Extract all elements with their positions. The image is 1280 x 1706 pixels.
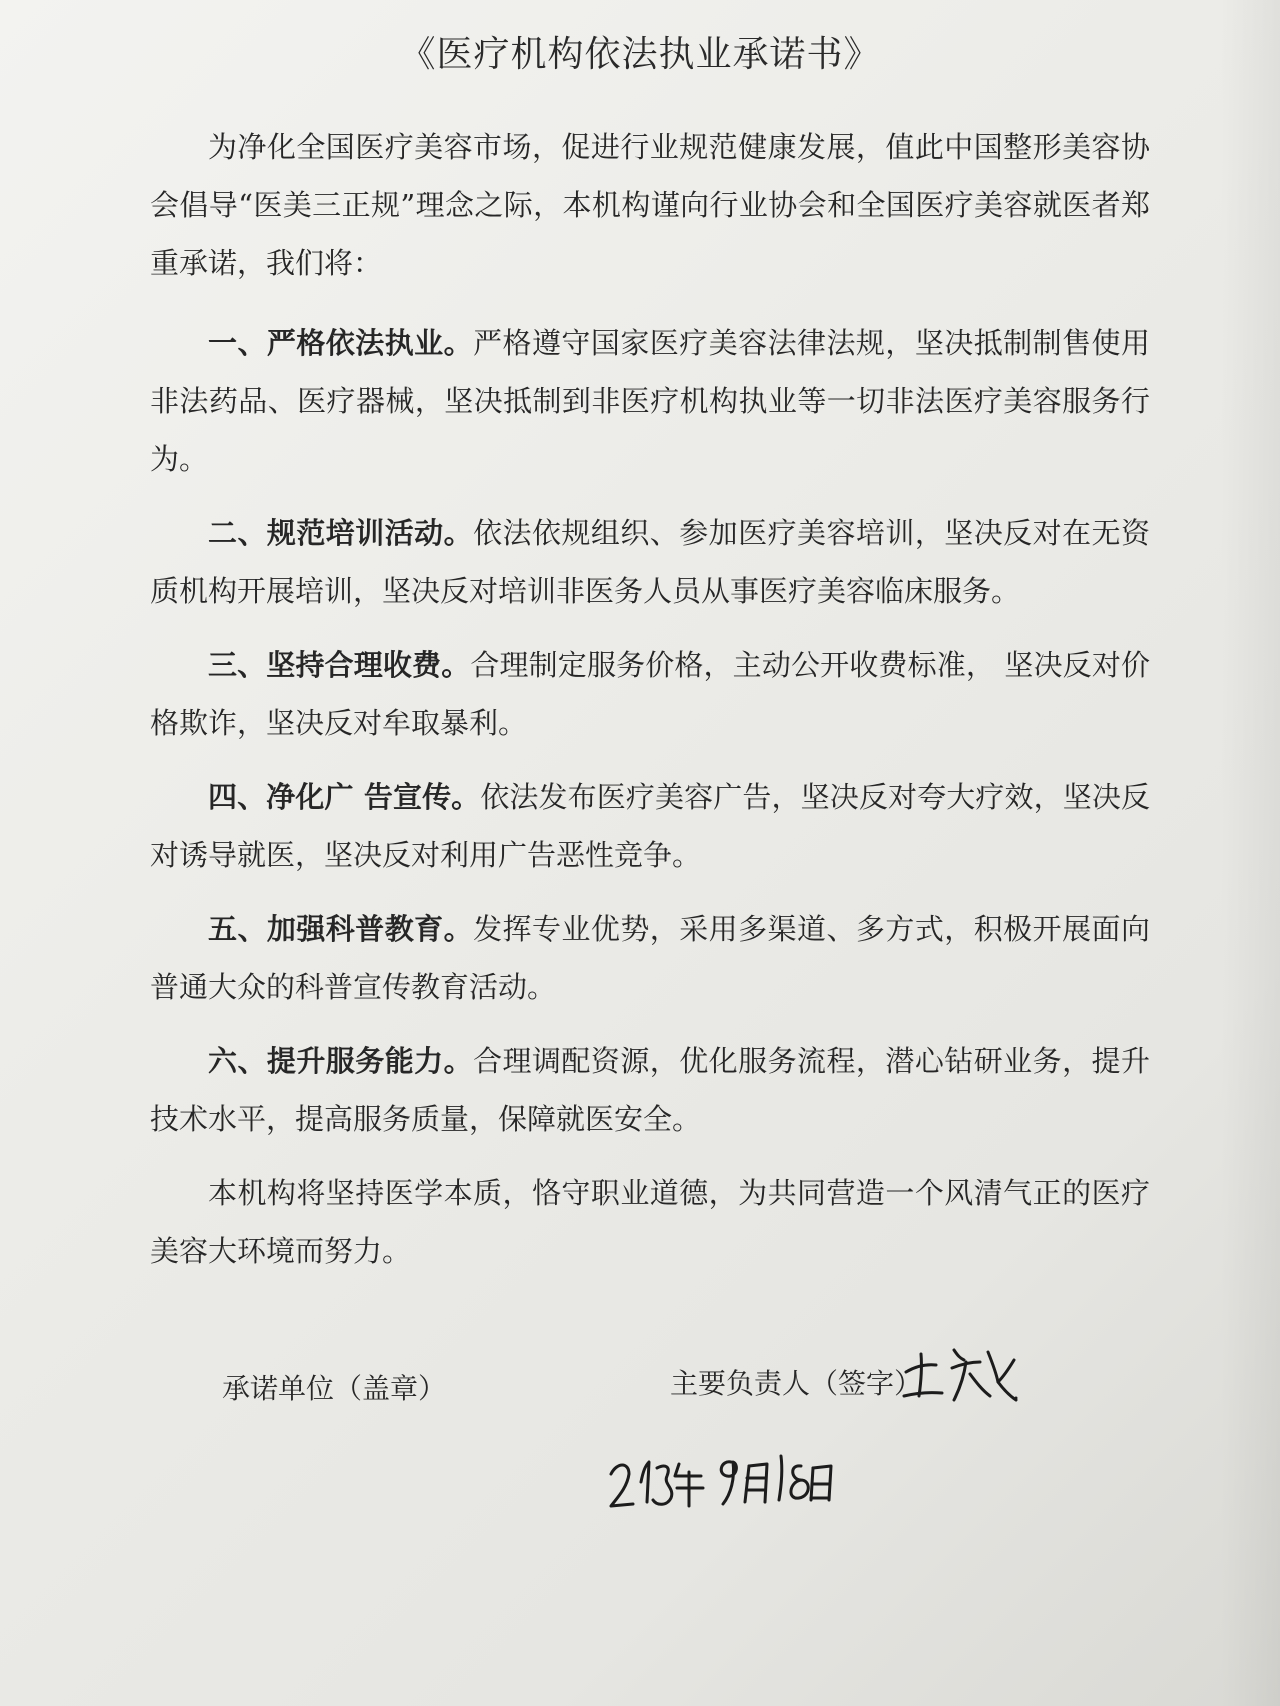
commitment-item-2 — [150, 504, 1150, 620]
handwritten-date — [605, 1442, 865, 1522]
commitment-item-1 — [150, 314, 1150, 488]
commitment-heading: 一、严格依法执业。 — [208, 326, 474, 360]
commitment-text: 严格遵守国家医疗美容法律法规，坚决抵制制售使用非法药品、医疗器械，坚决抵制到非医疗机构执业等一切非法医疗美容服务行为。 — [150, 326, 1150, 476]
closing-paragraph: 本机构将坚持医学本质，恪守职业道德，为共同营造一个风清气正的医疗美容大环境而努力。 — [150, 1176, 1150, 1268]
commitment-heading: 六、提升服务能力。 — [208, 1044, 474, 1078]
document-title: 《医疗机构依法执业承诺书》 — [399, 34, 881, 75]
handwritten-signature — [900, 1338, 1020, 1408]
commitment-item-3 — [150, 636, 1150, 752]
commitment-item-6 — [150, 1032, 1150, 1148]
commitment-heading: 五、加强科普教育。 — [208, 912, 474, 946]
document-body — [150, 118, 1150, 1296]
commitment-item-4 — [150, 768, 1150, 884]
commitment-heading: 三、坚持合理收费。 — [208, 648, 471, 682]
commitment-text: 发挥专业优势，采用多渠道、多方式，积极开展面向普通大众的科普宣传教育活动。 — [150, 912, 1150, 1004]
commitment-text: 依法发布医疗美容广告，坚决反对夸大疗效，坚决反对诱导就医，坚决反对利用广告恶性竞争。 — [150, 780, 1150, 872]
commitment-text: 合理制定服务价格，主动公开收费标准， 坚决反对价格欺诈，坚决反对牟取暴利。 — [150, 648, 1150, 740]
commitment-text: 依法依规组织、参加医疗美容培训，坚决反对在无资质机构开展培训，坚决反对培训非医务人员从事医疗美容临床服务。 — [150, 516, 1150, 608]
commitment-text: 合理调配资源，优化服务流程，潜心钻研业务，提升技术水平，提高服务质量，保障就医安全。 — [150, 1044, 1150, 1136]
unit-seal-label: 承诺单位（盖章） — [222, 1372, 447, 1405]
commitment-heading: 二、规范培训活动。 — [208, 516, 474, 550]
commitment-heading: 四、净化广 告宣传。 — [208, 780, 481, 814]
intro-paragraph: 为净化全国医疗美容市场，促进行业规范健康发展，值此中国整形美容协会倡导“医美三正规”理念之际，本机构谨向行业协会和全国医疗美容就医者郑重承诺，我们将： — [150, 130, 1150, 280]
paper-edge-shadow — [1220, 0, 1280, 1706]
responsible-person-label: 主要负责人（签字） — [670, 1367, 923, 1400]
commitment-item-5 — [150, 900, 1150, 1016]
